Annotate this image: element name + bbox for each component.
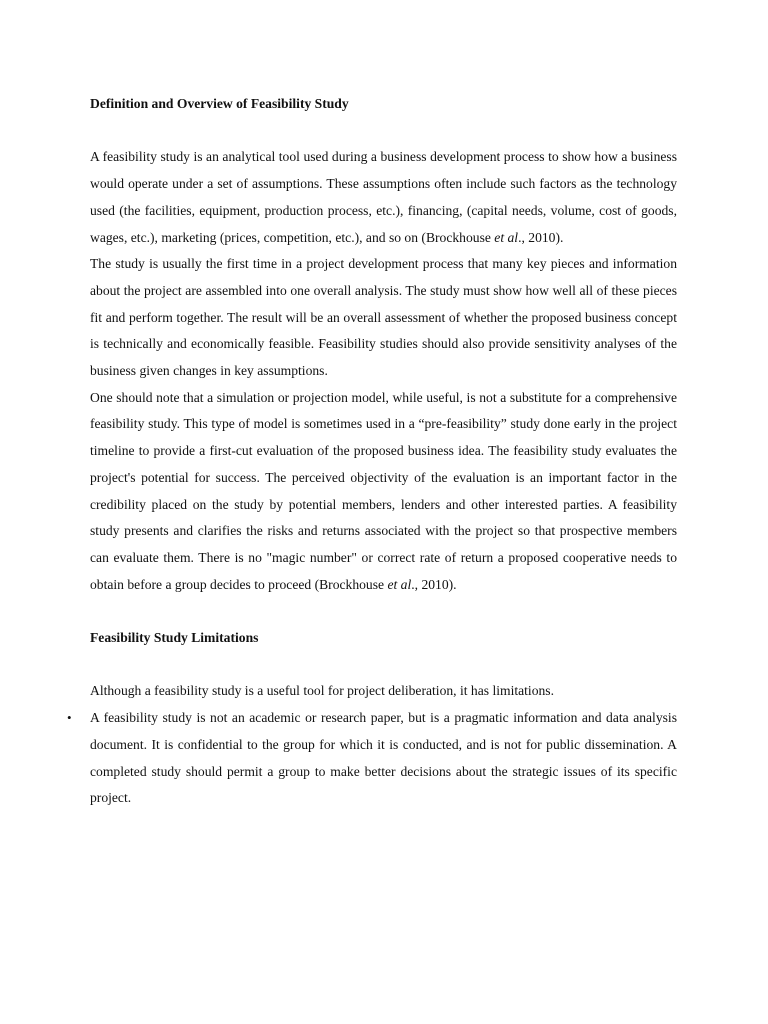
paragraph-overview: The study is usually the first time in a project development process that many key pieces and information about the project are assembled into one overall analysis. The study must show how well all of these pieces fit and perform together. The result will be an overall assessment of whether the proposed business concept is technically and economically feasible. Feasibility studies should also provide sensitivity analyses of the business given changes in key assumptions.: [90, 256, 677, 379]
paragraph-limitations-intro: Although a feasibility study is a useful tool for project deliberation, it has limitations.: [90, 683, 554, 699]
citation-year: ., 2010).: [411, 576, 457, 592]
section-heading-definition: Definition and Overview of Feasibility Study: [90, 96, 349, 111]
list-item: [67, 705, 677, 812]
limitations-list: [67, 705, 677, 812]
citation-et-al: et al: [494, 229, 519, 245]
bullet-icon: •: [67, 710, 72, 726]
list-item-text: A feasibility study is not an academic or research paper, but is a pragmatic information and data analysis document. It is confidential to the group for which it is conducted, and is not for public dissemination. A completed study should permit a group to make better decisions about the strategic issues of its specific project.: [90, 710, 677, 806]
paragraph-simulation-text: One should note that a simulation or projection model, while useful, is not a substitute for a comprehensive feasibility study. This type of model is sometimes used in a “pre-feasibility” study done early in the project timeline to provide a first-cut evaluation of the proposed business idea. The feasibility study evaluates the project's potential for success. The perceived objectivity of the evaluation is an important factor in the credibility placed on the study by potential members, lenders and other interested parties. A feasibility study presents and clarifies the risks and returns associated with the project so that prospective members can evaluate them. There is no "magic number" or correct rate of return a proposed cooperative needs to obtain before a group decides to proceed (Brockhouse: [90, 389, 677, 592]
document-page: [67, 91, 677, 812]
citation-year: ., 2010).: [518, 229, 564, 245]
paragraph-simulation: [90, 385, 677, 599]
section-heading-limitations: Feasibility Study Limitations: [90, 630, 259, 646]
paragraph-definition-text: A feasibility study is an analytical tool used during a business development process to show how a business would operate under a set of assumptions. These assumptions often include such factors as the technology used (the facilities, equipment, production process, etc.), financing, (capital needs, volume, cost of goods, wages, etc.), marketing (prices, competition, etc.), and so on (Brockhouse: [90, 149, 677, 245]
paragraph-definition: [90, 144, 677, 251]
citation-et-al: et al: [387, 576, 412, 592]
